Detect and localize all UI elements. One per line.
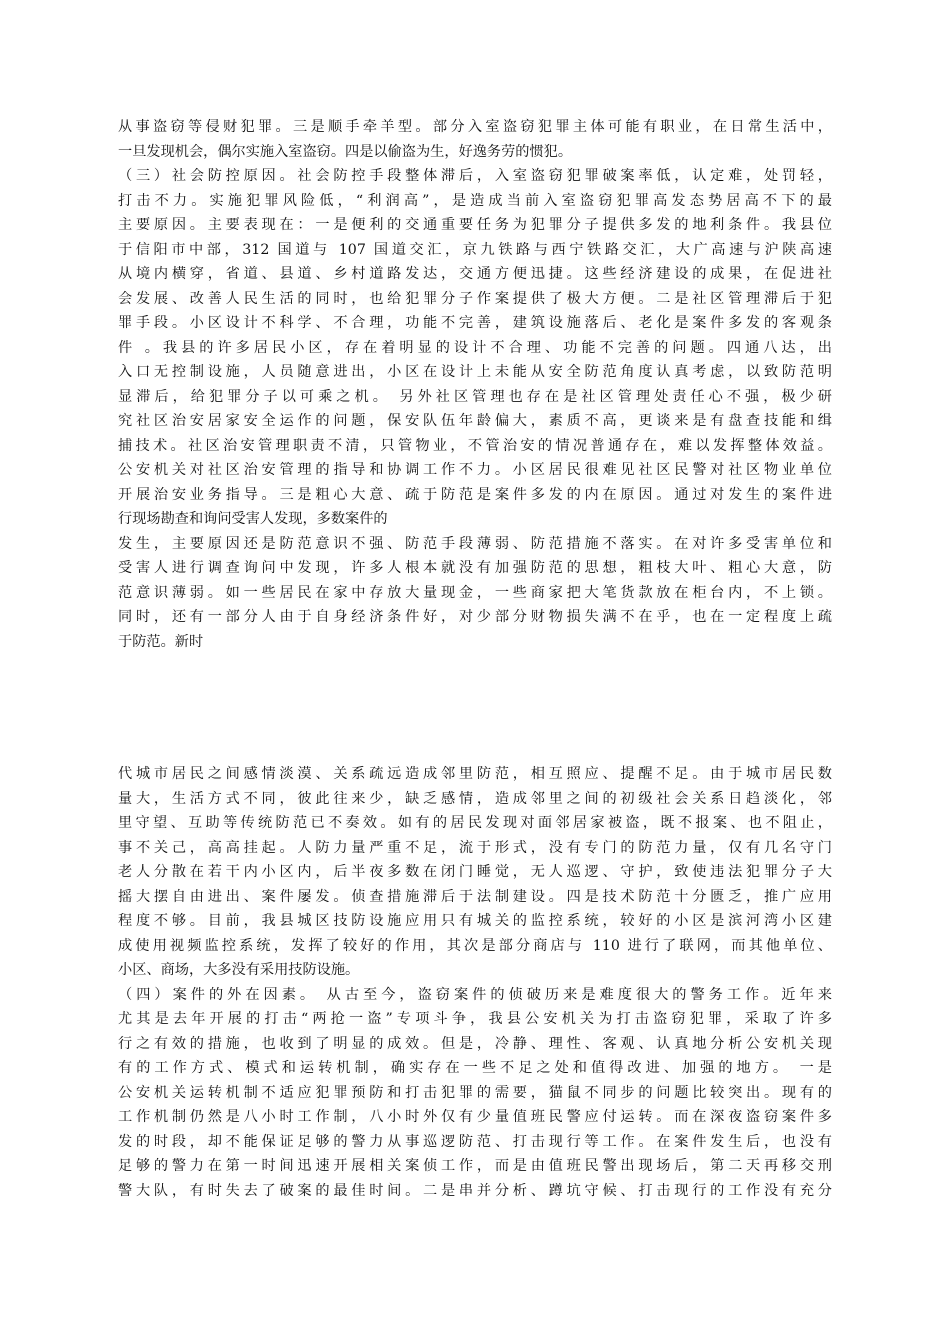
text-line: 捕技术。社区治安管理职责不清，只管物业，不管治安的情况普通存在，难以发挥整体效益。 — [118, 437, 832, 454]
text-line: 行现场勘查和询问受害人发现，多数案件的 — [118, 511, 388, 527]
text-line: 同时，还有一部分人由于自身经济条件好，对少部分财物损失满不在乎，也在一定程度上疏 — [118, 609, 832, 625]
text-line: 事不关己，高高挂起。人防力量严重不足，流于形式，没有专门的防范力量，仅有几名守门 — [118, 839, 832, 856]
text-line: 成使用视频监控系统，发挥了较好的作用，其次是部分商店与 110 进行了联网，而其他单位、 — [118, 937, 832, 954]
text-line: 一旦发现机会，偶尔实施入室盗窃。四是以偷盗为生，好逸务劳的惯犯。 — [118, 143, 573, 160]
text-line: 程度不够。目前，我县城区技防设施应用只有城关的监控系统，较好的小区是滨河湾小区建 — [118, 913, 832, 929]
text-line: 于防范。新时 — [118, 633, 204, 650]
section-heading-line: （四）案件的外在因素。 从古至今，盗窃案件的侦破历来是难度很大的警务工作。近年来 — [118, 986, 832, 1003]
text-line: 开展治安业务指导。三是粗心大意、疏于防范是案件多发的内在原因。通过对发生的案件进 — [118, 486, 832, 503]
text-line: 罪手段。小区设计不科学、不合理，功能不完善，建筑设施落后、老化是案件多发的客观条 — [118, 315, 832, 331]
text-line: 于信阳市中部，312 国道与 107 国道交汇，京九铁路与西宁铁路交汇，大广高速与沪陕高速 — [118, 241, 832, 258]
text-line: 从境内横穿，省道、县道、乡村道路发达，交通方便迅捷。这些经济建设的成果，在促进社 — [118, 266, 832, 282]
text-line: 量大，生活方式不同，彼此往来少，缺乏感情，造成邻里之间的初级社会关系日趋淡化，邻 — [118, 790, 832, 807]
text-line: 受害人进行调查询问中发现，许多人根本就没有加强防范的思想，粗枝大叶、粗心大意，防 — [118, 560, 832, 576]
text-line: 工作机制仍然是八小时工作制，八小时外仅有少量值班民警应付运转。而在深夜盗窃案件多 — [118, 1109, 832, 1125]
text-line: 警大队，有时失去了破案的最佳时间。二是串并分析、蹲坑守候、打击现行的工作没有充分 — [118, 1182, 832, 1199]
text-block-upper — [118, 115, 832, 654]
text-line: 公安机关运转机制不适应犯罪预防和打击犯罪的需要，猫鼠不同步的问题比较突出。现有的 — [118, 1084, 832, 1101]
text-line: 发生，主要原因还是防范意识不强、防范手段薄弱、防范措施不落实。在对许多受害单位和 — [118, 535, 832, 552]
text-line: 公安机关对社区治安管理的指导和协调工作不力。小区居民很难见社区民警对社区物业单位 — [118, 462, 832, 478]
text-line: 尤其是去年开展的打击“两抢一盗”专项斗争，我县公安机关为打击盗窃犯罪，采取了许多 — [118, 1011, 832, 1027]
text-line: 件 。我县的许多居民小区，存在着明显的设计不合理、功能不完善的问题。四通八达，出 — [118, 339, 832, 356]
text-line: 显滞后，给犯罪分子以可乘之机。 另外社区管理也存在是社区管理处责任心不强，极少研 — [118, 388, 832, 405]
text-line: 入口无控制设施，人员随意进出，小区在设计上未能从安全防范角度认真考虑，以致防范明 — [118, 364, 832, 380]
text-block-lower — [118, 762, 832, 1203]
text-line: 从事盗窃等侵财犯罪。三是顺手牵羊型。部分入室盗窃犯罪主体可能有职业，在日常生活中， — [118, 119, 832, 135]
text-line: 足够的警力在第一时间迅速开展相关案侦工作，而是由值班民警出现场后，第二天再移交刑 — [118, 1158, 832, 1174]
text-line: 范意识薄弱。如一些居民在家中存放大量现金，一些商家把大笔货款放在柜台内，不上锁。 — [118, 584, 832, 601]
section-heading-line: （三）社会防控原因。社会防控手段整体滞后，入室盗窃犯罪破案率低，认定难，处罚轻， — [118, 168, 832, 184]
text-line: 里守望、互助等传统防范已不奏效。如有的居民发现对面邻居家被盗，既不报案、也不阻止， — [118, 815, 832, 831]
text-line: 老人分散在若干内小区内，后半夜多数在闭门睡觉，无人巡逻、守护，致使违法犯罪分子大 — [118, 864, 832, 880]
text-line: 究社区治安居家安全运作的问题，保安队伍年龄偏大，素质不高，更谈来是有盘查技能和缉 — [118, 413, 832, 429]
text-line: 小区、商场，大多没有采用技防设施。 — [118, 962, 360, 978]
text-line: 会发展、改善人民生活的同时，也给犯罪分子作案提供了极大方便。二是社区管理滞后于犯 — [118, 290, 832, 307]
text-line: 主要原因。主要表现在：一是便利的交通重要任务为犯罪分子提供多发的地利条件。我县位 — [118, 217, 832, 233]
text-line: 代城市居民之间感情淡漠、关系疏远造成邻里防范，相互照应、提醒不足。由于城市居民数 — [118, 766, 832, 782]
text-line: 发的时段，却不能保证足够的警力从事巡逻防范、打击现行等工作。在案件发生后，也没有 — [118, 1133, 832, 1150]
text-line: 打击不力。实施犯罪风险低，“利润高”，是造成当前入室盗窃犯罪高发态势居高不下的最 — [118, 192, 832, 209]
text-line: 行之有效的措施，也收到了明显的成效。但是，冷静、理性、客观、认真地分析公安机关现 — [118, 1035, 832, 1052]
text-line: 有的工作方式、模式和运转机制，确实存在一些不足之处和值得改进、加强的地方。 一是 — [118, 1060, 832, 1076]
text-line: 摇大摆自由进出、案件屡发。侦查措施滞后于法制建设。四是技术防范十分匮乏，推广应用 — [118, 888, 832, 905]
